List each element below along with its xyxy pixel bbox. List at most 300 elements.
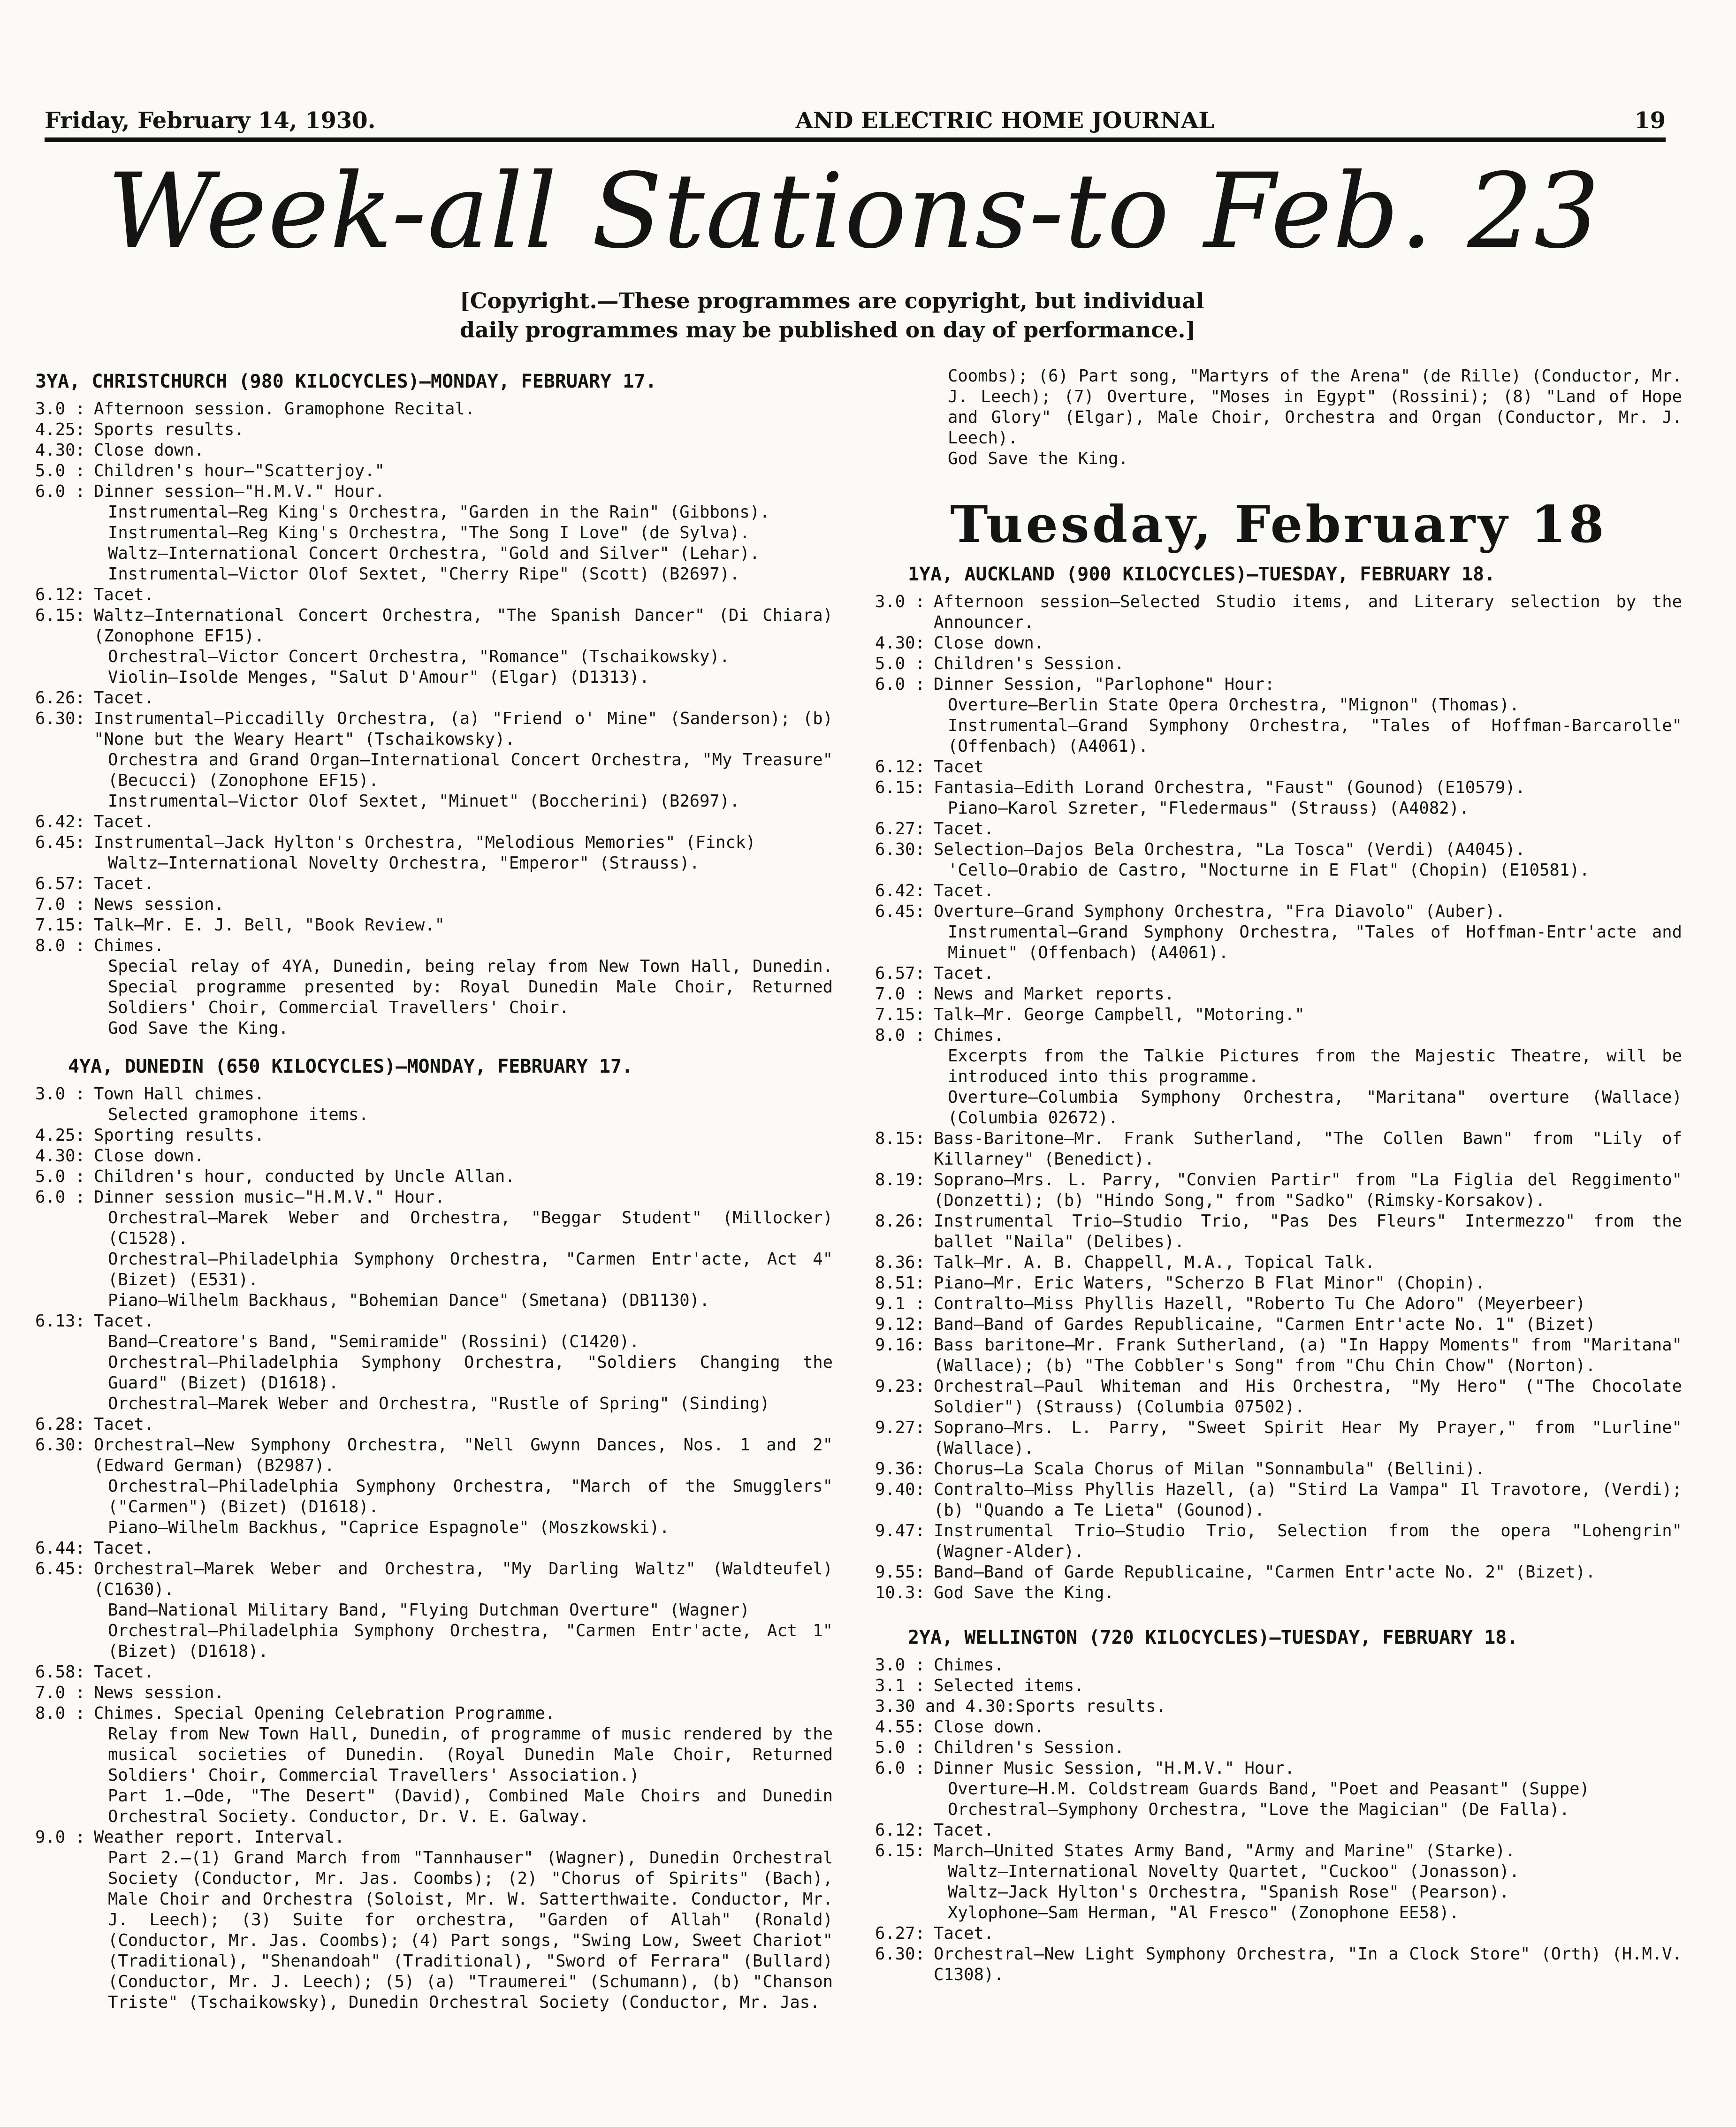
programme-entry [875,1335,1682,1376]
programme-entry [35,399,833,419]
entry-text: Children's hour, conducted by Uncle Allan. [94,1167,515,1186]
programme-entry [35,440,833,461]
entry-time: 8.26: [875,1212,925,1231]
entry-text: Piano—Wilhelm Backhus, "Caprice Espagnole" (Moszkowski). [108,1518,670,1537]
entry-time: 6.12: [875,757,925,777]
programme-list-3ya [35,399,833,1039]
programme-entry [875,1025,1682,1046]
entry-time: 6.45: [875,902,925,921]
entry-text: Band—Band of Garde Republicaine, "Carmen Entr'acte No. 2" (Bizet). [934,1563,1596,1582]
programme-entry [875,1583,1682,1603]
entry-time: 3.0 : [875,592,925,611]
entry-text: Talk—Mr. A. B. Chappell, M.A., Topical Talk. [934,1253,1375,1272]
entry-time [875,449,948,469]
programme-entry [875,1376,1682,1418]
entry-text: Orchestral—New Light Symphony Orchestra, "In a Clock Store" (Orth) (H.M.V. C1308). [934,1944,1682,1984]
entry-text: Orchestral—Paul Whiteman and His Orchestra, "My Hero" ("The Chocolate Soldier") (Strauss) (Columbia 07502). [934,1377,1682,1417]
programme-entry [35,1435,833,1476]
programme-entry [875,716,1682,757]
entry-text: Band—Band of Gardes Republicaine, "Carmen Entr'acte No. 1" (Bizet) [934,1315,1596,1334]
programme-entry [875,1758,1682,1779]
programme-entry [35,543,833,564]
entry-time [35,1724,108,1786]
programme-entry [35,874,833,894]
programme-entry [875,1005,1682,1025]
programme-entry [35,812,833,832]
entry-time: 3.0 : [35,399,85,419]
entry-text: Tacet. [94,1539,154,1558]
page-header [45,91,1666,142]
programme-entry [35,1105,833,1125]
programme-entry [35,915,833,936]
programme-entry [875,1696,1682,1717]
entry-text: Piano—Mr. Eric Waters, "Scherzo B Flat Minor" (Chopin). [934,1273,1485,1293]
entry-text: Waltz—International Concert Orchestra, "Gold and Silver" (Lehar). [108,544,760,563]
programme-entry [35,1559,833,1600]
entry-time: 6.15: [875,1841,925,1860]
programme-entry [35,936,833,956]
entry-text: Chimes. [934,1026,1004,1045]
programme-entry [35,832,833,853]
entry-text: Band—National Military Band, "Flying Dutchman Overture" (Wagner) [108,1601,750,1620]
programme-entry [875,1779,1682,1799]
entry-text: Orchestral—Marek Weber and Orchestra, "My Darling Waltz" (Waldteufel) (C1630). [94,1559,833,1599]
entry-text: Afternoon session. Gramophone Recital. [94,399,475,419]
entry-text: Dinner Music Session, "H.M.V." Hour. [934,1759,1295,1778]
entry-time: 9.55: [875,1563,925,1582]
programme-entry [35,750,833,791]
entry-text: Excerpts from the Talkie Pictures from the Majestic Theatre, will be introduced into this programme. [948,1046,1682,1086]
programme-entry [875,1717,1682,1738]
entry-time: 6.15: [35,606,85,625]
programme-entry [35,1662,833,1683]
entry-time: 7.15: [35,915,85,935]
entry-time [875,922,948,963]
entry-text: Special relay of 4YA, Dunedin, being relay from New Town Hall, Dunedin. Special programme presented by: Royal Dunedin Male Choir, Returned Soldiers' Choir, Commercial Travellers' Choir. [108,957,833,1017]
entry-time: 3.0 : [875,1655,925,1675]
programme-entry [35,667,833,688]
programme-entry [35,1187,833,1208]
programme-entry [35,688,833,709]
entry-text: Piano—Karol Szreter, "Fledermaus" (Strauss) (A4082). [948,799,1470,818]
programme-list-4ya [35,1084,833,2013]
programme-entry [35,791,833,812]
entry-text: Tacet. [94,688,154,708]
entry-time: 8.51: [875,1273,925,1293]
entry-time: 3.0 : [35,1084,85,1104]
entry-text: Close down. [934,1717,1044,1737]
entry-text: Overture—Berlin State Opera Orchestra, "Mignon" (Thomas). [948,695,1520,715]
programme-list-2ya [875,1655,1682,1985]
entry-text: Overture—Columbia Symphony Orchestra, "Maritana" overture (Wallace) (Columbia 02672). [948,1088,1682,1128]
entry-time: 6.0 : [875,675,925,694]
programme-entry [875,1903,1682,1923]
entry-text: Dinner Session, "Parlophone" Hour: [934,675,1275,694]
entry-time: 6.30: [35,709,85,728]
entry-time: 3.1 : [875,1676,925,1695]
programme-entry [875,819,1682,839]
entry-text: Tacet. [94,1311,154,1331]
entry-text: Children's Session. [934,654,1125,673]
station-heading-4ya: 4YA, DUNEDIN (650 KILOCYCLES)—MONDAY, FEBRUARY 17. [68,1056,633,1077]
programme-entry [35,523,833,543]
entry-time: 5.0 : [35,1167,85,1186]
entry-text: Overture—Grand Symphony Orchestra, "Fra Diavolo" (Auber). [934,902,1506,921]
programme-entry [35,1311,833,1332]
entry-text: Instrumental—Reg King's Orchestra, "The Song I Love" (de Sylva). [108,523,750,542]
entry-time: 9.47: [875,1521,925,1540]
entry-time: 7.0 : [35,895,85,914]
entry-time [35,543,108,564]
programme-entry [35,1084,833,1105]
entry-time [875,860,948,881]
entry-time: 7.0 : [875,984,925,1004]
programme-entry [875,674,1682,695]
entry-text: Waltz—Jack Hylton's Orchestra, "Spanish Rose" (Pearson). [948,1883,1509,1902]
entry-time: 6.12: [875,1821,925,1840]
programme-entry [35,894,833,915]
programme-entry [875,963,1682,984]
entry-time [35,956,108,1018]
programme-entry [35,1146,833,1166]
programme-entry [875,1314,1682,1335]
entry-time [35,1600,108,1621]
entry-time [35,1208,108,1249]
entry-text: Band—Creatore's Band, "Semiramide" (Rossini) (C1420). [108,1332,640,1351]
programme-entry [35,1517,833,1538]
entry-text: Waltz—International Concert Orchestra, "The Spanish Dancer" (Di Chiara) (Zonophone EF15). [94,606,833,646]
entry-time: 10.3: [875,1583,925,1602]
entry-text: News and Market reports. [934,984,1174,1004]
entry-time: 9.23: [875,1377,925,1396]
programme-entry [35,419,833,440]
entry-time: 6.30: [35,1435,85,1455]
entry-text: Orchestral—Marek Weber and Orchestra, "Beggar Student" (Millocker) (C1528). [108,1208,833,1248]
programme-entry [35,1249,833,1290]
entry-text: Tacet. [94,585,154,604]
entry-text: Tacet. [94,812,154,831]
entry-time [35,1352,108,1394]
entry-time: 6.0 : [35,1188,85,1207]
programme-entry [35,956,833,1018]
entry-text: Soprano—Mrs. L. Parry, "Convien Partir" from "La Figlia del Reggimento" (Donzetti); (b) "Hindo Song," from "Sadko" (Rimsky-Korsakov). [934,1170,1682,1210]
entry-time [35,647,108,667]
entry-text: God Save the King. [108,1019,289,1038]
entry-text: Town Hall chimes. [94,1084,265,1104]
entry-text: Instrumental Trio—Studio Trio, "Pas Des Fleurs" Intermezzo" from the ballet "Naila" (Delibes). [934,1212,1682,1251]
programme-entry [875,1273,1682,1294]
entry-time: 6.30: [875,840,925,859]
entry-time [35,523,108,543]
entry-text: Instrumental—Victor Olof Sextet, "Cherry Ripe" (Scott) (B2697). [108,564,740,584]
entry-time: 6.27: [875,819,925,839]
programme-entry [875,1479,1682,1521]
programme-entry [875,778,1682,798]
entry-text: Bass baritone—Mr. Frank Sutherland, (a) "In Happy Moments" from "Maritana" (Wallace); (b) "The Cobbler's Song" from "Chu Chin Chow" (Norton). [934,1335,1682,1375]
entry-time: 6.45: [35,1559,85,1578]
entry-text: Orchestral—New Symphony Orchestra, "Nell Gwynn Dances, Nos. 1 and 2" (Edward German) (B2987). [94,1435,833,1475]
entry-text: Coombs); (6) Part song, "Martyrs of the Arena" (de Rille) (Conductor, Mr. J. Leech); (7) Overture, "Moses in Egypt" (Rossini); (8) "Land of Hope and Glory" (Elgar), Male Choir, Orchestra and Organ (Conductor, Mr. J. Leech). [948,366,1682,448]
entry-text: Tacet. [934,1924,994,1943]
entry-time: 5.0 : [35,461,85,480]
programme-entry [875,1676,1682,1696]
entry-text: Sports results. [1015,1697,1166,1716]
programme-entry [875,449,1682,469]
entry-text: Orchestral—Philadelphia Symphony Orchestra, "Carmen Entr'acte, Act 1" (Bizet) (D1618). [108,1621,833,1661]
entry-time [875,1779,948,1799]
entry-text: Close down. [94,1146,205,1166]
programme-entry [35,502,833,523]
entry-time: 8.15: [875,1129,925,1148]
programme-entry [35,1621,833,1662]
entry-time [35,1786,108,1827]
entry-time: 8.0 : [35,936,85,955]
entry-time [875,798,948,819]
entry-time: 9.16: [875,1335,925,1355]
programme-entry [35,1538,833,1559]
entry-time [875,366,948,449]
entry-time: 6.26: [35,688,85,708]
entry-time: 8.19: [875,1170,925,1189]
entry-time: 6.57: [875,964,925,983]
day-heading: Tuesday, February 18 [950,495,1607,554]
right-column [875,366,1682,1985]
entry-time [35,1018,108,1039]
entry-time [875,716,948,757]
entry-time: 4.25: [35,420,85,439]
entry-text: Part 1.—Ode, "The Desert" (David), Combined Male Choirs and Dunedin Orchestral Society. Conductor, Dr. V. E. Galway. [108,1786,833,1826]
entry-text: Chimes. [94,936,164,955]
entry-time: 6.13: [35,1311,85,1331]
entry-time [35,1476,108,1517]
entry-text: Weather report. Interval. [94,1828,345,1847]
entry-time: 6.0 : [875,1759,925,1778]
entry-text: Tacet. [934,881,994,900]
entry-time: 6.42: [875,881,925,900]
entry-time [35,791,108,812]
entry-time: 9.40: [875,1480,925,1499]
entry-text: God Save the King. [934,1583,1114,1602]
entry-time [875,1861,948,1882]
issue-date: Friday, February 14, 1930. [45,107,376,134]
entry-text: Bass-Baritone—Mr. Frank Sutherland, "The Collen Bawn" from "Lily of Killarney" (Benedict). [934,1129,1682,1169]
entry-text: Tacet. [934,819,994,839]
entry-text: March—United States Army Band, "Army and Marine" (Starke). [934,1841,1515,1860]
programme-entry [875,1294,1682,1314]
programme-entry [875,860,1682,881]
entry-time [35,1105,108,1125]
programme-entry [875,1882,1682,1903]
entry-text: Children's Session. [934,1738,1125,1757]
entry-time [35,853,108,874]
programme-entry [875,1861,1682,1882]
entry-text: Close down. [934,633,1044,653]
programme-entry [35,1208,833,1249]
entry-text: Dinner session—"H.M.V." Hour. [94,482,385,501]
programme-entry [875,1418,1682,1459]
entry-text: Relay from New Town Hall, Dunedin, of programme of music rendered by the musical societies of Dunedin. (Royal Dunedin Male Choir, Returned Soldiers' Choir, Commercial Travellers' Association.) [108,1724,833,1785]
programme-entry [875,901,1682,922]
entry-time: 6.28: [35,1415,85,1434]
entry-time: 6.58: [35,1662,85,1682]
programme-entry [35,1600,833,1621]
programme-entry [35,1827,833,1848]
entry-time [35,1848,108,2013]
programme-entry [875,757,1682,778]
entry-text: Instrumental—Piccadilly Orchestra, (a) "Friend o' Mine" (Sanderson); (b) "None but the Weary Heart" (Tschaikowsky). [94,709,833,749]
entry-time: 6.0 : [35,482,85,501]
programme-entry [35,1848,833,2013]
programme-entry [35,1290,833,1311]
entry-text: News session. [94,895,224,914]
programme-entry [875,592,1682,633]
programme-entry [875,798,1682,819]
entry-text: God Save the King. [948,449,1128,468]
programme-entry [35,709,833,750]
entry-text: Contralto—Miss Phyllis Hazell, "Roberto Tu Che Adoro" (Meyerbeer) [934,1294,1586,1313]
entry-text: Orchestral—Marek Weber and Orchestra, "Rustle of Spring" (Sinding) [108,1394,770,1413]
programme-entry [35,1394,833,1414]
station-heading-2ya: 2YA, WELLINGTON (720 KILOCYCLES)—TUESDAY, FEBRUARY 18. [908,1627,1518,1648]
entry-time: 9.1 : [875,1294,925,1313]
programme-entry [875,881,1682,901]
entry-time [35,1249,108,1290]
entry-time: 8.0 : [875,1026,925,1045]
entry-time [35,564,108,585]
entry-text: Part 2.—(1) Grand March from "Tannhauser" (Wagner), Dunedin Orchestral Society (Conductor, Mr. Jas. Coombs); (2) "Chorus of Spirits" (Bach), Male Choir and Orchestra (Soloist, Mr. W. Satterthwaite. Conductor, Mr. J. Leech); (3) Suite for orchestra, "Garden of Allah" (Ronald) (Conductor, Mr. Jas. Coombs); (4) Part songs, "Swing Low, Sweet Chariot" (Traditional), "Shenandoah" (Traditional), "Sword of Ferrara" (Bullard) (Conductor, Mr. J. Leech); (5) (a) "Traumerei" (Schumann), (b) "Chanson Triste" (Tschaikowsky), Dunedin Orchestral Society (Conductor, Mr. Jas. [108,1848,833,2012]
entry-text: Instrumental—Grand Symphony Orchestra, "Tales of Hoffman-Barcarolle" (Offenbach) (A4061). [948,716,1682,756]
journal-title: AND ELECTRIC HOME JOURNAL [795,107,1214,134]
programme-entry [875,695,1682,716]
entry-time: 5.0 : [875,1738,925,1757]
entry-time: 7.15: [875,1005,925,1024]
entry-text: Close down. [94,441,205,460]
entry-time: 8.0 : [35,1704,85,1723]
programme-entry [35,1476,833,1517]
entry-time [35,1332,108,1352]
entry-text: Waltz—International Novelty Orchestra, "Emperor" (Strauss). [108,854,700,873]
programme-entry [875,1128,1682,1170]
entry-time: 5.0 : [875,654,925,673]
entry-text: Children's hour—"Scatterjoy." [94,461,385,480]
programme-entry [875,1841,1682,1861]
entry-text: Orchestral—Victor Concert Orchestra, "Romance" (Tschaikowsky). [108,647,730,666]
continued-programme [875,366,1682,469]
entry-time: 8.36: [875,1253,925,1272]
programme-entry [35,1414,833,1435]
entry-time [875,1087,948,1128]
entry-text: Contralto—Miss Phyllis Hazell, (a) "Stird La Vampa" Il Travotore, (Verdi); (b) "Quando a Te Lieta" (Gounod). [934,1480,1682,1520]
entry-time [875,1903,948,1923]
entry-text: Tacet. [934,1821,994,1840]
entry-text: Selected gramophone items. [108,1105,369,1124]
entry-text: Instrumental—Reg King's Orchestra, "Garden in the Rain" (Gibbons). [108,503,770,522]
entry-time: 6.27: [875,1924,925,1943]
programme-entry [875,366,1682,449]
programme-entry [875,1521,1682,1562]
entry-text: Sports results. [94,420,244,439]
programme-entry [875,1046,1682,1087]
entry-time: 9.36: [875,1459,925,1479]
programme-entry [875,1799,1682,1820]
entry-text: Xylophone—Sam Herman, "Al Fresco" (Zonophone EE58). [948,1903,1460,1922]
entry-text: Instrumental—Grand Symphony Orchestra, "Tales of Hoffman-Entr'acte and Minuet" (Offenbach) (A4061). [948,922,1682,962]
programme-entry [35,481,833,502]
programme-entry [35,461,833,481]
entry-time: 9.27: [875,1418,925,1437]
programme-entry [875,1170,1682,1211]
programme-entry [875,984,1682,1005]
programme-entry [35,1703,833,1724]
entry-text: Selected items. [934,1676,1084,1695]
programme-entry [35,1683,833,1703]
entry-text: Tacet [934,757,984,777]
programme-entry [35,605,833,647]
entry-time: 4.30: [35,441,85,460]
entry-time: 6.15: [875,778,925,797]
programme-entry [875,633,1682,654]
entry-time: 6.30: [875,1944,925,1964]
programme-entry [35,1352,833,1394]
station-heading-3ya: 3YA, CHRISTCHURCH (980 KILOCYCLES)—MONDAY, FEBRUARY 17. [35,371,657,392]
programme-entry [875,839,1682,860]
page-title: Week-all Stations-to Feb. 23 [107,151,1601,271]
entry-text: Tacet. [94,1662,154,1682]
entry-time: 4.55: [875,1717,925,1737]
entry-text: Orchestral—Philadelphia Symphony Orchestra, "March of the Smugglers" ("Carmen") (Bizet) (D1618). [108,1477,833,1517]
entry-text: Tacet. [934,964,994,983]
entry-text: Selection—Dajos Bela Orchestra, "La Tosca" (Verdi) (A4045). [934,840,1525,859]
entry-text: Orchestral—Philadelphia Symphony Orchestra, "Carmen Entr'acte, Act 4" (Bizet) (E531). [108,1250,833,1289]
entry-text: Chimes. [934,1655,1004,1675]
entry-time [35,502,108,523]
entry-time: 6.57: [35,874,85,893]
entry-text: Orchestral—Philadelphia Symphony Orchestra, "Soldiers Changing the Guard" (Bizet) (D1618). [108,1353,833,1393]
page-number: 19 [1634,107,1666,134]
entry-time: 6.44: [35,1539,85,1558]
programme-entry [875,1252,1682,1273]
programme-entry [875,1923,1682,1944]
programme-entry [35,1332,833,1352]
entry-text: Dinner session music—"H.M.V." Hour. [94,1188,445,1207]
entry-text: Sporting results. [94,1126,265,1145]
programme-entry [875,922,1682,963]
programme-entry [875,654,1682,674]
programme-entry [875,1087,1682,1128]
entry-text: Afternoon session—Selected Studio items, and Literary selection by the Announcer. [934,592,1682,632]
programme-entry [35,1125,833,1146]
entry-text: Talk—Mr. E. J. Bell, "Book Review." [94,915,445,935]
programme-list-1ya [875,592,1682,1603]
entry-time [875,1882,948,1903]
entry-time: 3.30 and 4.30: [875,1697,1016,1716]
entry-time [875,1046,948,1087]
copyright-notice: [Copyright.—These programmes are copyright, but individual daily programmes may be published on day of performance.] [460,288,1204,343]
programme-entry [875,1944,1682,1985]
entry-time: 4.25: [35,1126,85,1145]
entry-text: Waltz—International Novelty Quartet, "Cuckoo" (Jonasson). [948,1862,1520,1881]
entry-text: News session. [94,1683,224,1702]
entry-time: 6.12: [35,585,85,604]
entry-time [35,750,108,791]
programme-entry [875,1562,1682,1583]
entry-text: Violin—Isolde Menges, "Salut D'Amour" (Elgar) (D1313). [108,668,650,687]
entry-time: 6.42: [35,812,85,831]
entry-text: 'Cello—Orabio de Castro, "Nocturne in E Flat" (Chopin) (E10581). [948,861,1590,880]
entry-time: 6.45: [35,833,85,852]
entry-text: Instrumental Trio—Studio Trio, Selection from the opera "Lohengrin" (Wagner-Alder). [934,1521,1682,1561]
entry-text: Instrumental—Jack Hylton's Orchestra, "Melodious Memories" (Finck) [94,833,756,852]
